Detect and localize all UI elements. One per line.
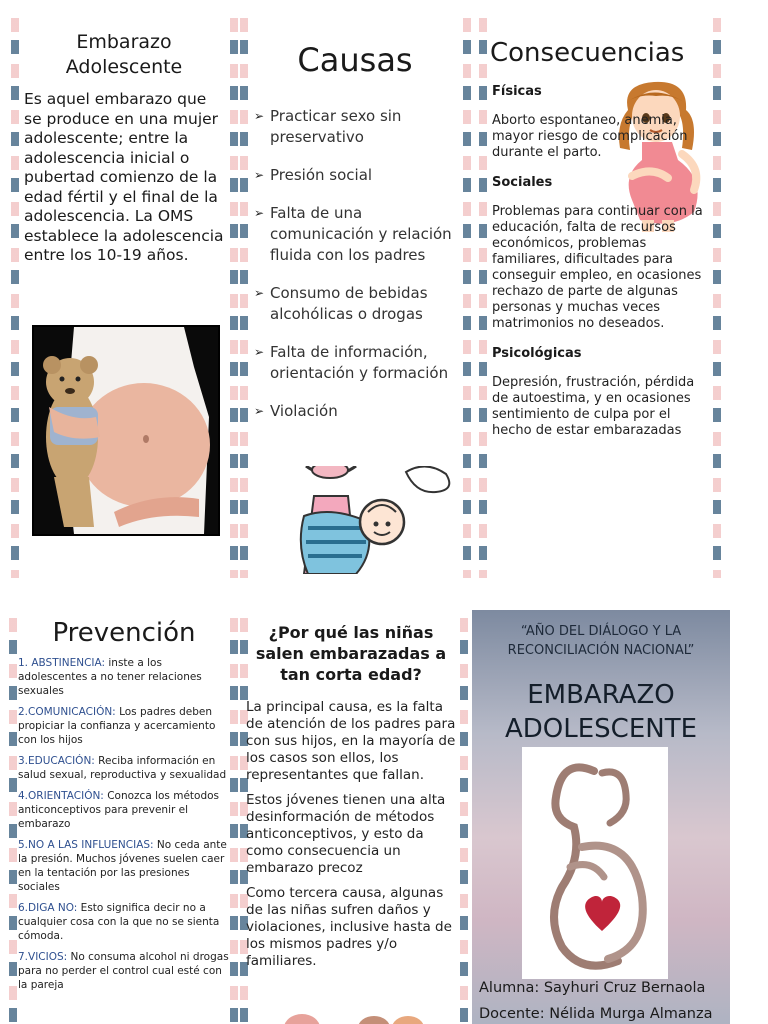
- cover-teacher: Docente: Nélida Murga Almanza: [479, 1006, 713, 1022]
- arrow-bullet-icon: ➢: [254, 345, 265, 359]
- cause-text: Presión social: [270, 166, 373, 184]
- list-item: [18, 656, 234, 698]
- cause-text: Falta de una comunicación y relación fluida con los padres: [270, 204, 452, 264]
- mother-baby-illustration: [296, 466, 456, 574]
- section-text: Problemas para continuar con la educación, falta de recursos económicos, problemas familiares, dificultades para conseguir empleo, en ocasiones rechazo de parte de algunas personas y muchas veces matrimonios no deseados.: [492, 204, 703, 331]
- list-item: [248, 203, 462, 266]
- cover-title: EMBARAZO ADOLESCENTE: [504, 680, 698, 744]
- cause-text: Falta de información, orientación y formación: [270, 343, 449, 382]
- item-text: Conozca los métodos anticonceptivos para prevenir el embarazo: [18, 790, 220, 830]
- prevention-panel: [14, 612, 234, 1024]
- why-paragraph: Estos jóvenes tienen una alta desinformación de métodos anticonceptivos, y esto da como consecuencia un embarazo precoz: [246, 792, 446, 876]
- item-label: 4.ORIENTACIÓN:: [18, 790, 104, 802]
- why-panel: [246, 612, 456, 1024]
- item-text: No ceda ante la presión. Muchos jóvenes suelen caer en la tentación por las presiones sociales: [18, 839, 227, 893]
- decorative-border: [460, 618, 468, 1024]
- section-text: Aborto espontaneo, anemia, mayor riesgo de complicación durante el parto.: [492, 113, 688, 160]
- list-item: [248, 342, 462, 384]
- decorative-circles: [276, 1008, 446, 1024]
- list-item: [18, 838, 234, 894]
- consequences-content: [486, 84, 714, 439]
- causes-title: Causas: [297, 41, 413, 79]
- causes-list: [248, 106, 462, 422]
- item-label: 7.VICIOS:: [18, 951, 68, 963]
- section-heading: Físicas: [492, 84, 542, 99]
- cover-panel: [472, 610, 730, 1024]
- list-item: [248, 106, 462, 148]
- section-heading: Sociales: [492, 175, 553, 190]
- cause-text: Consumo de bebidas alcohólicas o drogas: [270, 284, 428, 323]
- item-label: 1. ABSTINENCIA:: [18, 657, 106, 669]
- list-item: [18, 754, 234, 782]
- pregnant-belly-photo: [32, 325, 220, 536]
- prevention-list: [14, 656, 234, 992]
- item-text: Los padres deben propiciar la confianza y acercamiento con los hijos: [18, 706, 216, 746]
- cause-text: Practicar sexo sin preservativo: [270, 107, 402, 146]
- consequences-panel: [486, 20, 714, 580]
- decorative-border: [713, 18, 721, 578]
- arrow-bullet-icon: ➢: [254, 206, 265, 220]
- decorative-border: [230, 18, 238, 578]
- arrow-bullet-icon: ➢: [254, 286, 265, 300]
- definition-title: Embarazo Adolescente: [65, 31, 183, 78]
- decorative-border: [463, 18, 471, 578]
- item-label: 3.EDUCACIÓN:: [18, 755, 95, 767]
- arrow-bullet-icon: ➢: [254, 404, 265, 418]
- consequences-title: Consecuencias: [490, 38, 685, 68]
- why-paragraph: La principal causa, es la falta de atención de los padres para con sus hijos, en la mayoría de los casos son ellos, los representantes que fallan.: [246, 699, 456, 783]
- list-item: [18, 901, 234, 943]
- section-text: Depresión, frustración, pérdida de autoestima, y en ocasiones sentimiento de culpa por el hecho de estar embarazadas: [492, 375, 695, 438]
- item-text: Esto significa decir no a cualquier cosa con la que no se sienta cómoda.: [18, 902, 220, 942]
- item-label: 6.DIGA NO:: [18, 902, 78, 914]
- item-text: Reciba información en salud sexual, reproductiva y sexualidad: [18, 755, 227, 781]
- item-label: 5.NO A LAS INFLUENCIAS:: [18, 839, 154, 851]
- cause-text: Violación: [270, 402, 338, 420]
- item-text: No consuma alcohol ni drogas para no perder el control cual esté con la pareja: [18, 951, 229, 991]
- section-heading: Psicológicas: [492, 346, 582, 361]
- prevention-title: Prevención: [52, 618, 196, 648]
- list-item: [248, 165, 462, 186]
- why-title: ¿Por qué las niñas salen embarazadas a tan corta edad?: [255, 623, 447, 684]
- cover-illustration: [522, 747, 668, 979]
- item-text: inste a los adolescentes a no tener relaciones sexuales: [18, 657, 202, 697]
- cover-motto: “AÑO DEL DIÁLOGO Y LA RECONCILIACIÓN NACIONAL”: [507, 624, 695, 658]
- list-item: [18, 950, 234, 992]
- decorative-border: [240, 18, 248, 578]
- list-item: [18, 705, 234, 747]
- decorative-border: [11, 18, 19, 578]
- list-item: [248, 401, 462, 422]
- list-item: [248, 283, 462, 325]
- arrow-bullet-icon: ➢: [254, 109, 265, 123]
- arrow-bullet-icon: ➢: [254, 168, 265, 182]
- definition-text: Es aquel embarazo que se produce en una mujer adolescente; entre la adolescencia inicial o pubertad comienzo de la edad fértil y el final de la adolescencia. La OMS establece la adolescencia entre los 10-19 años.: [24, 90, 224, 264]
- cover-student: Alumna: Sayhuri Cruz Bernaola: [479, 980, 706, 996]
- item-label: 2.COMUNICACIÓN:: [18, 706, 116, 718]
- definition-panel: [20, 20, 228, 580]
- why-paragraph: Como tercera causa, algunas de las niñas sufren daños y violaciones, inclusive hasta de los mismos padres y/o familiares.: [246, 885, 452, 969]
- list-item: [18, 789, 234, 831]
- causes-panel: [248, 20, 462, 580]
